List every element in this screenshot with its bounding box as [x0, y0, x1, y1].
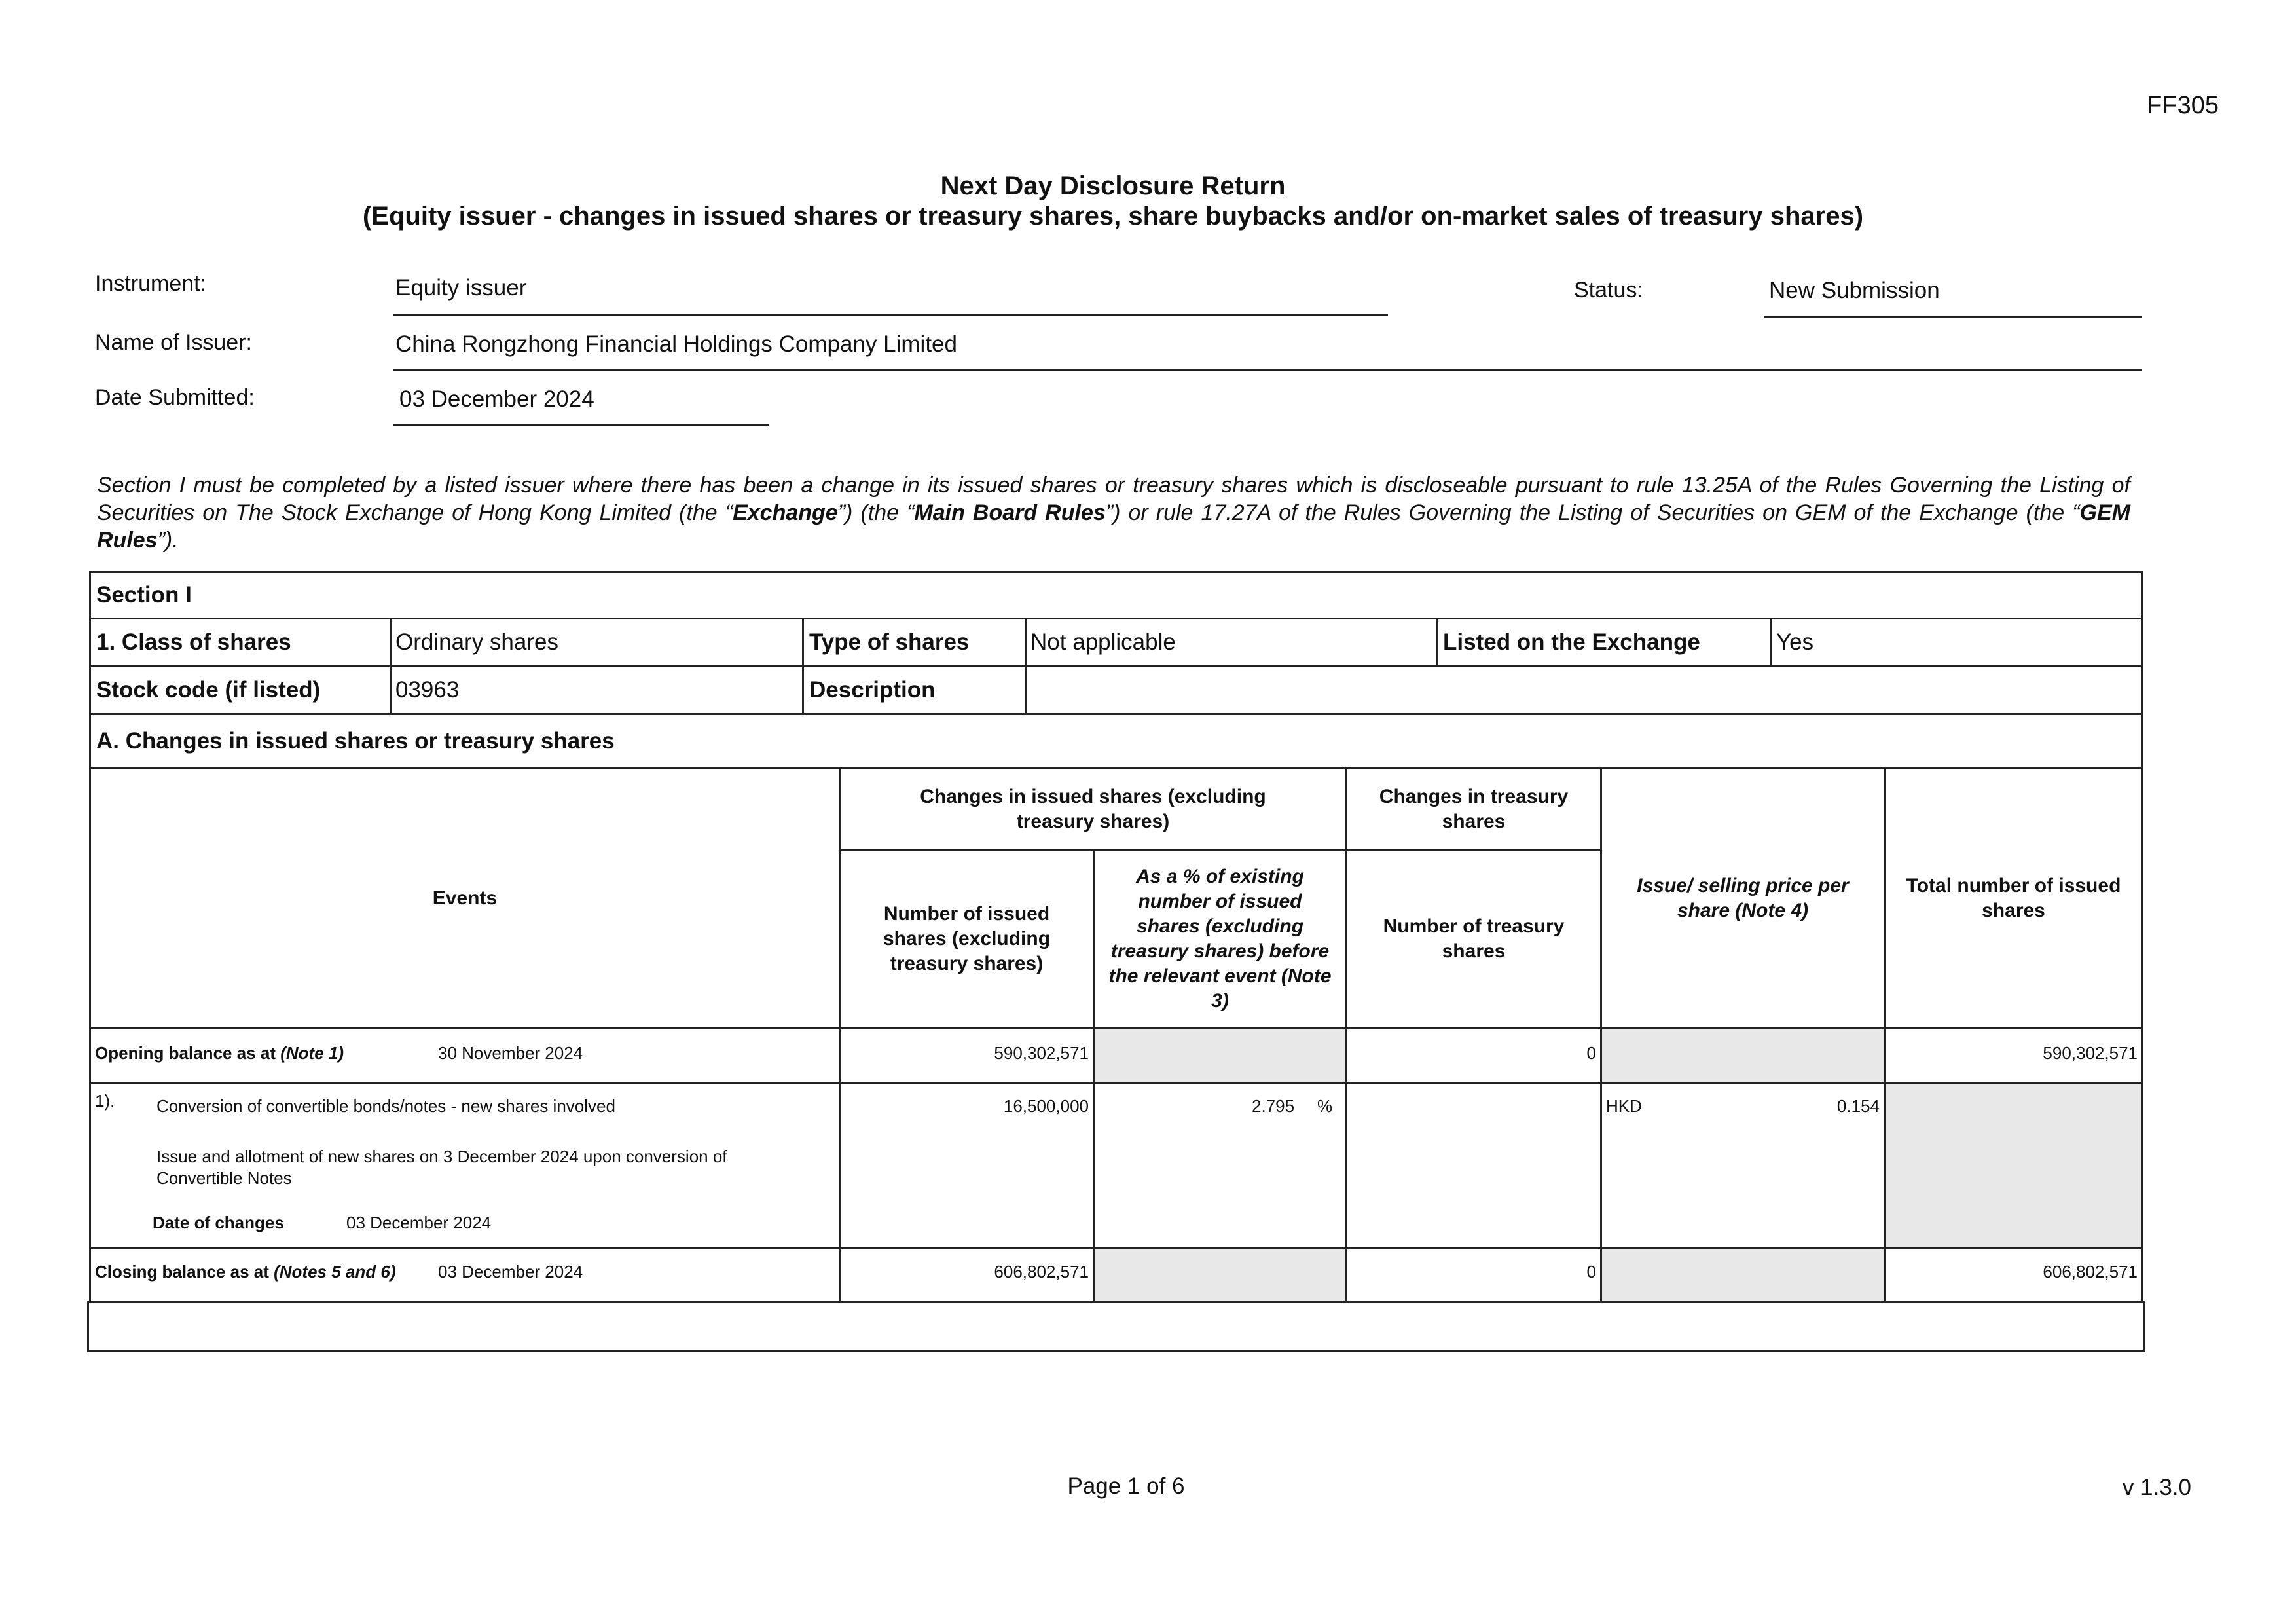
opening-balance-cell — [89, 1027, 841, 1084]
empty-table-row — [87, 1301, 2145, 1352]
event-1-percent-sign: % — [1317, 1096, 1333, 1116]
type-of-shares-value: Not applicable — [1025, 618, 1438, 667]
issuer-label: Name of Issuer: — [95, 330, 252, 355]
version-number: v 1.3.0 — [2122, 1475, 2191, 1500]
event-1-description: Issue and allotment of new shares on 3 December 2024 upon conversion of Convertible Notes — [156, 1147, 727, 1188]
closing-treasury-cell — [1345, 1247, 1602, 1303]
issuer-value: China Rongzhong Financial Holdings Company Limited — [395, 331, 957, 357]
opening-issued-value: 590,302,571 — [994, 1043, 1089, 1063]
event-1-issued-value: 16,500,000 — [1003, 1096, 1089, 1116]
stock-code-value: 03963 — [390, 665, 804, 715]
opening-issued-cell — [839, 1027, 1095, 1084]
closing-balance-label: Closing balance as at (Notes 5 and 6) — [95, 1262, 396, 1282]
event-1-issued-cell — [839, 1082, 1095, 1249]
issued-shares-group-header: Changes in issued shares (excluding treasury shares) — [839, 767, 1347, 851]
price-header: Issue/ selling price per share (Note 4) — [1600, 767, 1886, 1029]
changes-section-title: A. Changes in issued shares or treasury shares — [89, 713, 2143, 769]
number-issued-header: Number of issued shares (excluding treasury shares) — [839, 849, 1095, 1029]
stock-code-label: Stock code (if listed) — [89, 665, 392, 715]
opening-treasury-cell — [1345, 1027, 1602, 1084]
section-instructions: Section I must be completed by a listed issuer where there has been a change in its issued shares or treasury shares which is discloseable pursuant to rule 13.25A of the Rules Governing the Listing of Securities on The Stock Exchange of Hong Kong Limited (the “Exchange”) (the “Main Board Rules”) or rule 17.27A of the Rules Governing the Listing of Securities on GEM of the Exchange (the “GEM Rules”). — [97, 473, 2130, 553]
event-1-total-cell — [1884, 1082, 2143, 1249]
date-of-changes-label: Date of changes — [153, 1213, 284, 1232]
opening-percent-cell — [1093, 1027, 1347, 1084]
listed-label: Listed on the Exchange — [1436, 618, 1772, 667]
closing-issued-value: 606,802,571 — [994, 1262, 1089, 1282]
event-1-percent-cell — [1093, 1082, 1347, 1249]
status-underline — [1764, 316, 2142, 318]
closing-percent-cell — [1093, 1247, 1347, 1303]
event-1-treasury-cell — [1345, 1082, 1602, 1249]
closing-total-cell — [1884, 1247, 2143, 1303]
event-1-price-cell — [1600, 1082, 1886, 1249]
instrument-label: Instrument: — [95, 271, 207, 296]
opening-balance-label: Opening balance as at (Note 1) — [95, 1043, 344, 1063]
closing-balance-cell — [89, 1247, 841, 1303]
event-1-price-value: 0.154 — [1836, 1096, 1880, 1116]
class-of-shares-label: 1. Class of shares — [89, 618, 392, 667]
description-value — [1025, 665, 2143, 715]
opening-treasury-value: 0 — [1586, 1043, 1596, 1063]
instrument-underline — [393, 314, 1388, 316]
event-1-title: Conversion of convertible bonds/notes - new shares involved — [156, 1096, 615, 1116]
status-value: New Submission — [1769, 278, 1940, 303]
total-issued-header: Total number of issued shares — [1884, 767, 2143, 1029]
opening-balance-date: 30 November 2024 — [438, 1043, 583, 1063]
date-submitted-label: Date Submitted: — [95, 385, 255, 410]
event-1-percent-value: 2.795 — [1252, 1096, 1295, 1116]
description-label: Description — [802, 665, 1027, 715]
closing-treasury-value: 0 — [1586, 1262, 1596, 1282]
percent-existing-header: As a % of existing number of issued shares (excluding treasury shares) before the relevant event (Note 3) — [1093, 849, 1347, 1029]
date-of-changes-value: 03 December 2024 — [346, 1213, 492, 1232]
page-number: Page 1 of 6 — [1067, 1473, 1185, 1499]
closing-total-value: 606,802,571 — [2043, 1262, 2138, 1282]
status-label: Status: — [1574, 278, 1643, 303]
event-1-cell — [89, 1082, 841, 1249]
event-1-index: 1). — [95, 1091, 115, 1111]
opening-total-cell — [1884, 1027, 2143, 1084]
closing-issued-cell — [839, 1247, 1095, 1303]
page-subtitle: (Equity issuer - changes in issued shares or treasury shares, share buybacks and/or on-market sales of treasury shares) — [362, 202, 1864, 231]
issuer-underline — [393, 369, 2142, 371]
closing-price-cell — [1600, 1247, 1886, 1303]
date-submitted-underline — [393, 424, 769, 426]
event-1-currency: HKD — [1606, 1096, 1642, 1116]
type-of-shares-label: Type of shares — [802, 618, 1027, 667]
date-submitted-value: 03 December 2024 — [399, 386, 594, 412]
events-header: Events — [89, 767, 841, 1029]
form-code: FF305 — [2147, 92, 2219, 119]
opening-total-value: 590,302,571 — [2043, 1043, 2138, 1063]
page-title: Next Day Disclosure Return — [940, 172, 1286, 200]
instrument-value: Equity issuer — [395, 275, 527, 301]
closing-balance-date: 03 December 2024 — [438, 1262, 583, 1282]
opening-price-cell — [1600, 1027, 1886, 1084]
section-title: Section I — [89, 571, 2143, 619]
treasury-shares-group-header: Changes in treasury shares — [1345, 767, 1602, 851]
class-of-shares-value: Ordinary shares — [390, 618, 804, 667]
number-treasury-header: Number of treasury shares — [1345, 849, 1602, 1029]
listed-value: Yes — [1770, 618, 2143, 667]
